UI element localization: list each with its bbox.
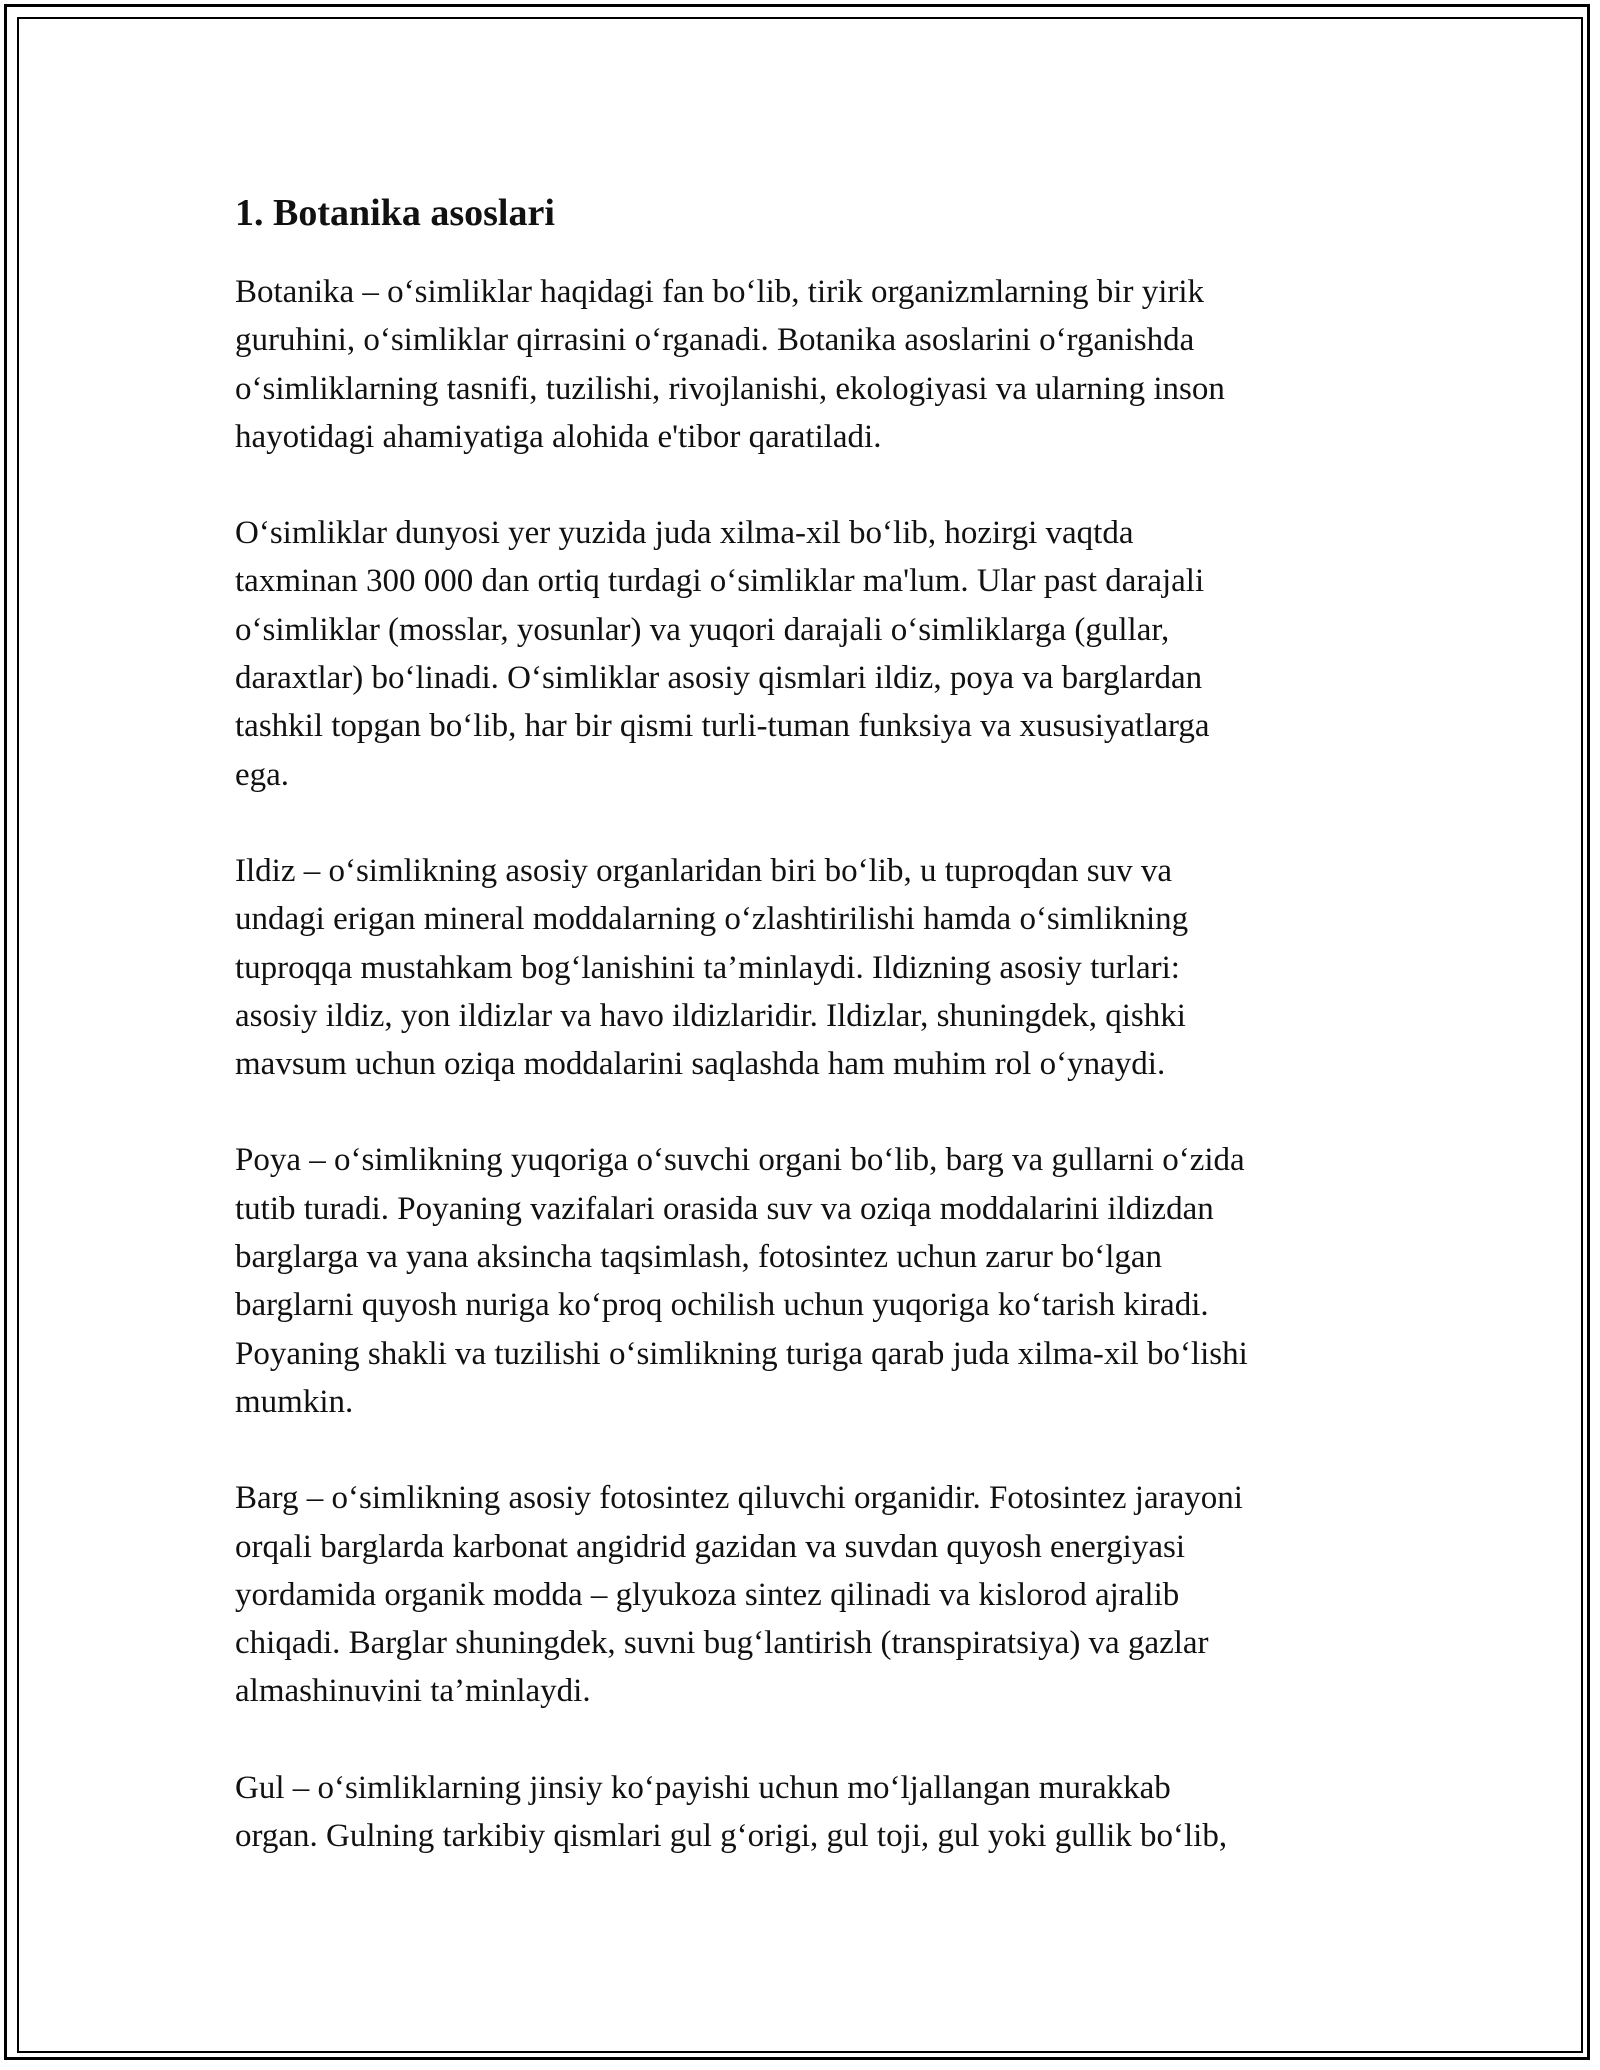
text-line: mavsum uchun oziqa moddalarini saqlashda ham muhim rol o‘ynaydi. [235, 1046, 1166, 1083]
text-line: barglarni quyosh nuriga ko‘proq ochilish uchun yuqoriga ko‘tarish kiradi. [235, 1287, 1209, 1324]
text-line: Poya – o‘simlikning yuqoriga o‘suvchi organi bo‘lib, barg va gullarni o‘zida [235, 1142, 1245, 1179]
text-line: o‘simliklarning tasnifi, tuzilishi, rivojlanishi, ekologiyasi va ularning inson [235, 370, 1225, 407]
text-line: guruhini, o‘simliklar qirrasini o‘rganadi. Botanika asoslarini o‘rganishda [235, 322, 1195, 359]
text-line: organ. Gulning tarkibiy qismlari gul g‘origi, gul toji, gul yoki gullik bo‘lib, [235, 1818, 1228, 1855]
paragraph-container [235, 268, 1385, 1860]
paragraph [235, 1136, 1385, 1426]
paragraph [235, 847, 1385, 1088]
paragraph [235, 1764, 1385, 1861]
paragraph [235, 1474, 1385, 1715]
text-line: barglarga va yana aksincha taqsimlash, fotosintez uchun zarur bo‘lgan [235, 1239, 1163, 1276]
text-line: hayotidagi ahamiyatiga alohida e'tibor qaratiladi. [235, 418, 882, 455]
text-line: tutib turadi. Poyaning vazifalari orasida suv va oziqa moddalarini ildizdan [235, 1190, 1214, 1227]
text-line: daraxtlar) bo‘linadi. O‘simliklar asosiy qismlari ildiz, poya va barglardan [235, 660, 1203, 697]
text-line: Gul – o‘simliklarning jinsiy ko‘payishi uchun mo‘ljallangan murakkab [235, 1769, 1171, 1806]
text-line: almashinuvini ta’minlaydi. [235, 1673, 591, 1710]
text-line: Barg – o‘simlikning asosiy fotosintez qiluvchi organidir. Fotosintez jarayoni [235, 1480, 1243, 1517]
text-line: mumkin. [235, 1383, 354, 1420]
text-line: tashkil topgan bo‘lib, har bir qismi turli-tuman funksiya va xususiyatlarga [235, 708, 1210, 745]
text-line: O‘simliklar dunyosi yer yuzida juda xilma-xil bo‘lib, hozirgi vaqtda [235, 515, 1134, 552]
text-line: undagi erigan mineral moddalarning o‘zlashtirilishi hamda o‘simlikning [235, 901, 1189, 938]
text-line: orqali barglarda karbonat angidrid gazidan va suvdan quyosh energiyasi [235, 1528, 1185, 1565]
text-line: Poyaning shakli va tuzilishi o‘simlikning turiga qarab juda xilma-xil bo‘lishi [235, 1335, 1248, 1372]
text-line: tuproqqa mustahkam bog‘lanishini ta’minlaydi. Ildizning asosiy turlari: [235, 949, 1180, 986]
paragraph [235, 268, 1385, 461]
text-line: chiqadi. Barglar shuningdek, suvni bug‘lantirish (transpiratsiya) va gazlar [235, 1625, 1209, 1662]
section-heading: 1. Botanika asoslari [235, 192, 555, 234]
text-line: asosiy ildiz, yon ildizlar va havo ildizlaridir. Ildizlar, shuningdek, qishki [235, 997, 1186, 1034]
text-line: o‘simliklar (mosslar, yosunlar) va yuqori darajali o‘simliklarga (gullar, [235, 611, 1170, 648]
text-line: taxminan 300 000 dan ortiq turdagi o‘simliklar ma'lum. Ular past darajali [235, 563, 1205, 600]
text-line: ega. [235, 756, 290, 793]
text-line: Botanika – o‘simliklar haqidagi fan bo‘lib, tirik organizmlarning bir yirik [235, 274, 1205, 310]
paragraph [235, 509, 1385, 799]
document-body [235, 188, 1385, 1908]
text-line: Ildiz – o‘simlikning asosiy organlaridan biri bo‘lib, u tuproqdan suv va [235, 852, 1173, 889]
text-line: yordamida organik modda – glyukoza sintez qilinadi va kislorod ajralib [235, 1576, 1180, 1613]
